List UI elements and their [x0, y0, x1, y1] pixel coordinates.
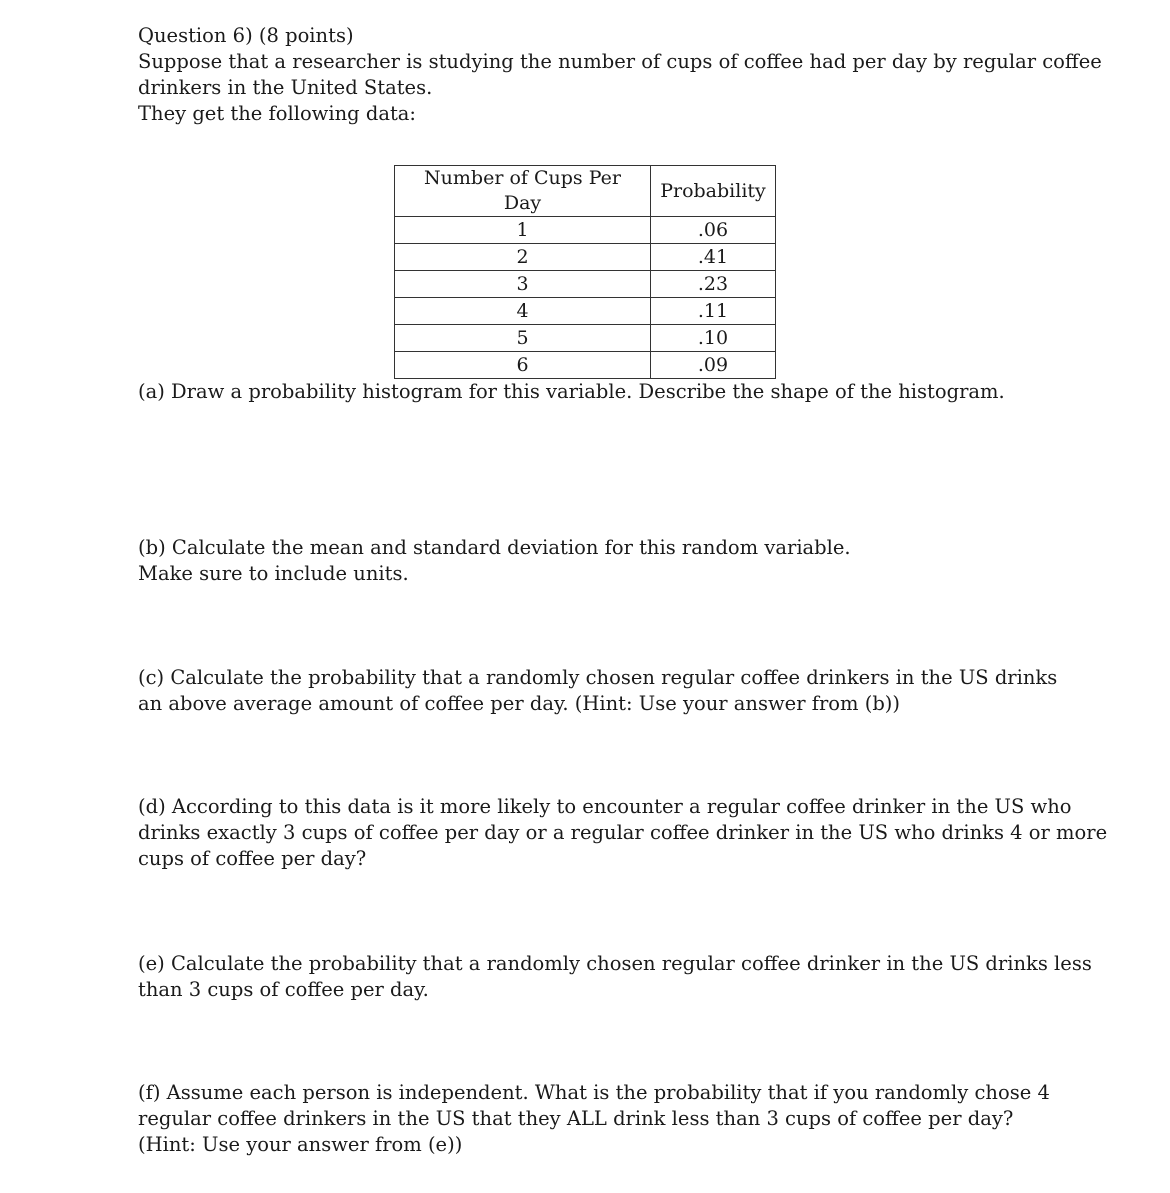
part-e-line-1: (e) Calculate the probability that a randomly chosen regular coffee drinker in the US drinks less: [138, 952, 1092, 975]
part-d-line-1: (d) According to this data is it more likely to encounter a regular coffee drinker in the US who: [138, 795, 1072, 818]
table-cell-probability: .11: [651, 298, 776, 325]
probability-table: [394, 165, 776, 379]
part-f-line-2: regular coffee drinkers in the US that they ALL drink less than 3 cups of coffee per day?: [138, 1107, 1014, 1130]
table-cell-cups: 1: [395, 217, 651, 244]
table-row: [395, 271, 776, 298]
table-row: [395, 217, 776, 244]
table-cell-cups: 5: [395, 325, 651, 352]
table-row: [395, 244, 776, 271]
table-header-row: [395, 166, 776, 217]
table-cell-cups: 2: [395, 244, 651, 271]
question-intro-line-2: drinkers in the United States.: [138, 76, 433, 99]
part-d-line-3: cups of coffee per day?: [138, 847, 367, 870]
table-cell-probability: .23: [651, 271, 776, 298]
table-cell-probability: .09: [651, 352, 776, 379]
table-row: [395, 325, 776, 352]
table-cell-cups: 4: [395, 298, 651, 325]
part-f-line-1: (f) Assume each person is independent. What is the probability that if you randomly chose 4: [138, 1081, 1050, 1104]
question-title: Question 6) (8 points): [138, 24, 354, 47]
part-e-line-2: than 3 cups of coffee per day.: [138, 978, 429, 1001]
part-b-line-1: (b) Calculate the mean and standard deviation for this random variable.: [138, 536, 851, 559]
part-f-line-3: (Hint: Use your answer from (e)): [138, 1133, 463, 1156]
part-c-line-1: (c) Calculate the probability that a randomly chosen regular coffee drinkers in the US drinks: [138, 666, 1058, 689]
table-row: [395, 352, 776, 379]
table-cell-cups: 6: [395, 352, 651, 379]
question-intro-line-1: Suppose that a researcher is studying the number of cups of coffee had per day by regular coffee: [138, 50, 1102, 73]
part-c-line-2: an above average amount of coffee per day. (Hint: Use your answer from (b)): [138, 692, 901, 715]
part-d-line-2: drinks exactly 3 cups of coffee per day or a regular coffee drinker in the US who drinks 4 or more: [138, 821, 1108, 844]
table-header-cups: Number of Cups Per Day: [395, 166, 651, 217]
question-intro-line-3: They get the following data:: [138, 102, 416, 125]
table-cell-probability: .10: [651, 325, 776, 352]
table-cell-probability: .06: [651, 217, 776, 244]
table-header-probability: Probability: [651, 166, 776, 217]
part-a-line-1: (a) Draw a probability histogram for this variable. Describe the shape of the histogram.: [138, 380, 1005, 403]
table-cell-cups: 3: [395, 271, 651, 298]
table-row: [395, 298, 776, 325]
table-cell-probability: .41: [651, 244, 776, 271]
part-b-line-2: Make sure to include units.: [138, 562, 409, 585]
